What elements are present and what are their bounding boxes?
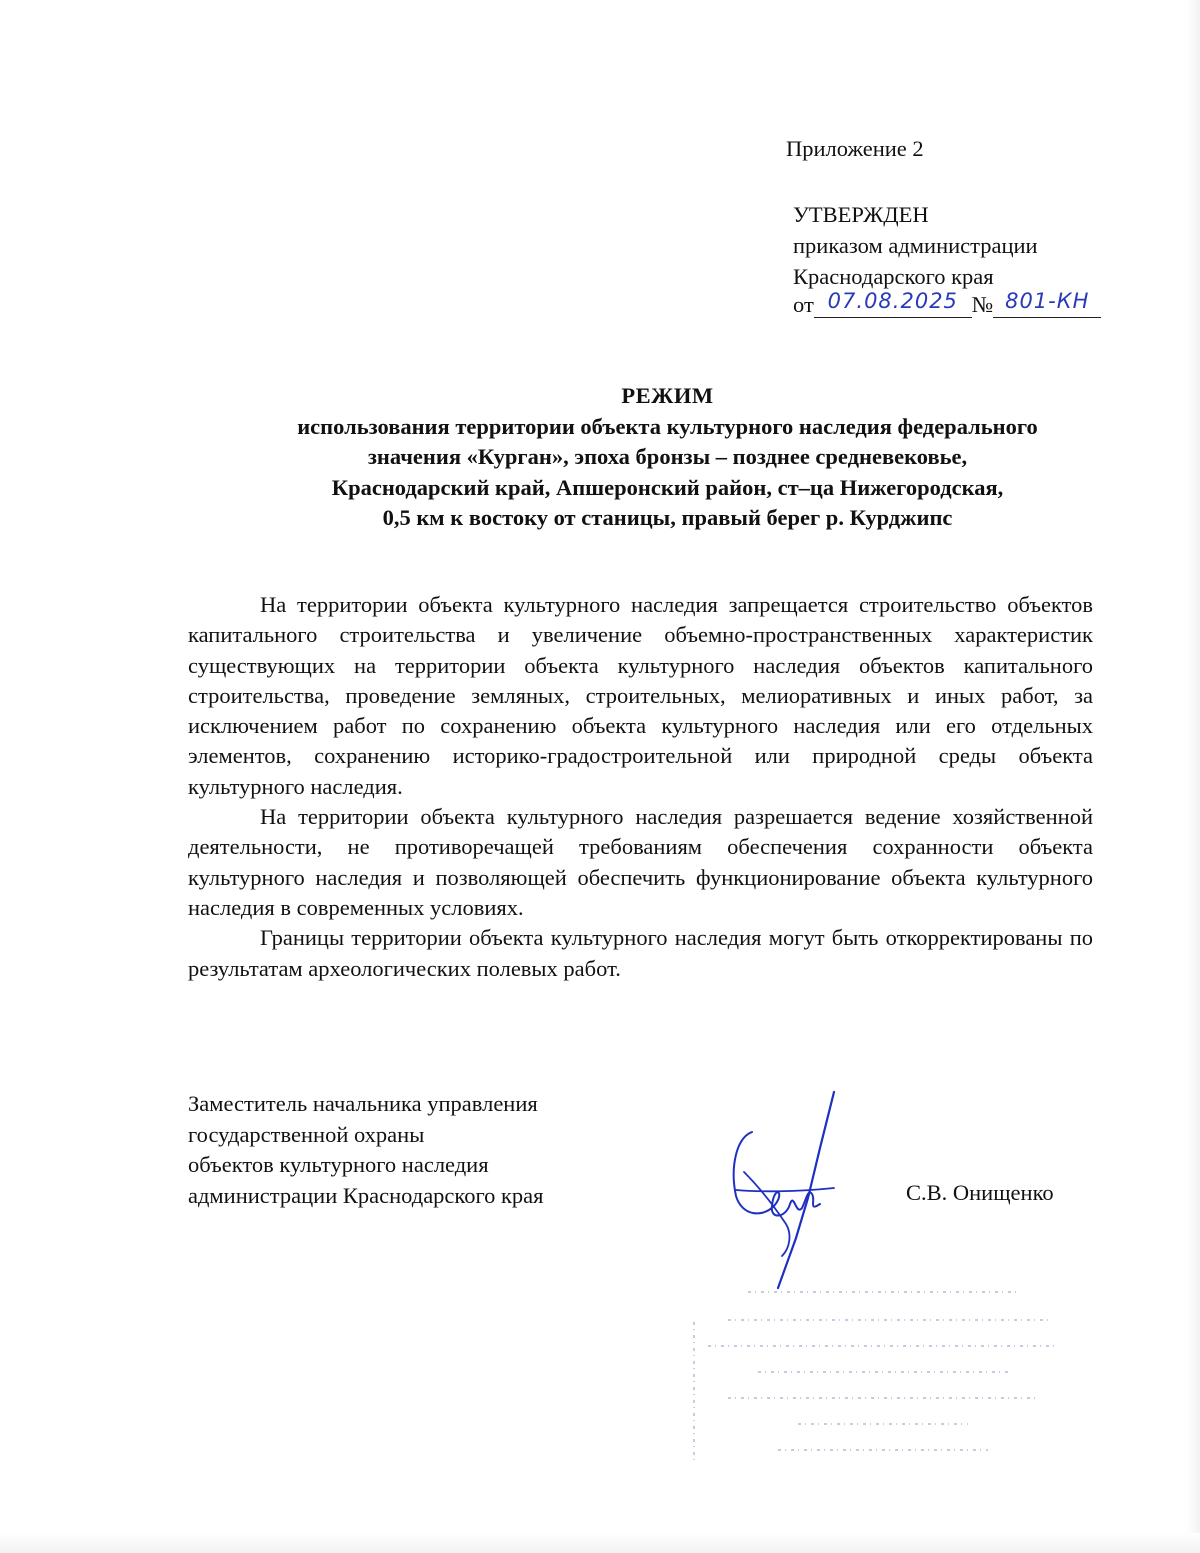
order-number-label: № [971, 292, 994, 317]
signer-position-line-3: объектов культурного наследия [188, 1152, 489, 1177]
approval-title: УТВЕРЖДЕН [793, 202, 929, 227]
appendix-label: Приложение 2 [786, 136, 924, 161]
title-line-2: значения «Курган», эпоха бронзы – позднее средневековье, [367, 444, 968, 469]
signer-position [188, 1089, 544, 1211]
document-title-block [160, 381, 1200, 534]
handwritten-signature [716, 1088, 866, 1298]
signer-name: С.В. Онищенко [906, 1180, 1054, 1205]
page-bottom-shadow [0, 1533, 1200, 1553]
order-number: 801-КН [993, 289, 1101, 318]
order-reference [793, 289, 1101, 321]
order-from-label: от [793, 292, 814, 317]
approval-line-3: Краснодарского края [793, 264, 994, 289]
body-paragraph-3: Границы территории объекта культурного наследия могут быть откорректированы по результатам археологических полевых работ. [188, 925, 1093, 981]
faded-stamp [688, 1272, 1068, 1472]
approval-block [793, 199, 1038, 292]
title-line-4: 0,5 км к востоку от станицы, правый берег р. Курджипс [382, 505, 953, 530]
title-line-3: Краснодарский край, Апшеронский район, ст–ца Нижегородская, [331, 474, 1004, 500]
signer-position-line-2: государственной охраны [188, 1121, 425, 1147]
order-date: 07.08.2025 [814, 289, 972, 318]
body-paragraph-1: На территории объекта культурного наследия запрещается строительство объектов капитального строительства и увеличение объемно-пространственных характеристик существующих на территории объекта культурного наследия объектов капитального строительства, проведение земляных, строительных, мелиоративных и иных работ, за исключением работ по сохранению объекта культурного наследия или его отдельных элементов, сохранению историко-градостроительной или природной среды объекта культурного наследия. [188, 592, 1093, 799]
signer-position-line-1: Заместитель начальника управления [188, 1091, 538, 1116]
page-edge-shadow [1186, 0, 1200, 1553]
document-body [188, 590, 1093, 984]
approval-line-2: приказом администрации [793, 233, 1038, 258]
title-line-1: использования территории объекта культурного наследия федерального [297, 413, 1038, 439]
body-paragraph-2: На территории объекта культурного наследия разрешается ведение хозяйственной деятельности, не противоречащей требованиям обеспечения сохранности объекта культурного наследия и позволяющей обеспечить функционирование объекта культурного наследия в современных условиях. [188, 804, 1093, 920]
document-title: РЕЖИМ [621, 383, 714, 408]
signer-position-line-4: администрации Краснодарского края [188, 1182, 544, 1208]
